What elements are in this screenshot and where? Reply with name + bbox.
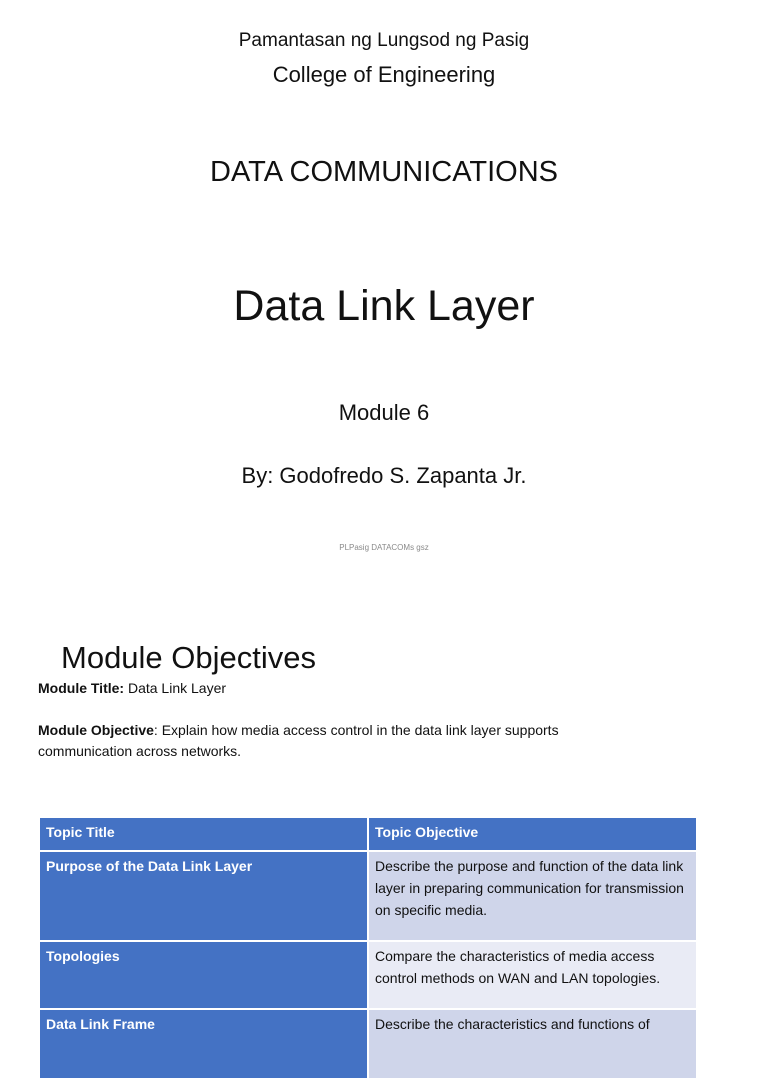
subject-title: DATA COMMUNICATIONS — [210, 156, 558, 188]
module-number: Module 6 — [338, 400, 430, 425]
table-row — [39, 851, 697, 941]
header-topic-title: Topic Title — [39, 817, 368, 851]
table-header-row — [39, 817, 697, 851]
topic-objective-cell: Compare the characteristics of media access control methods on WAN and LAN topologies. — [368, 941, 697, 1009]
module-objective-line — [38, 720, 648, 762]
school-name: Pamantasan ng Lungsod ng Pasig — [238, 30, 530, 51]
topic-title: Data Link Layer — [233, 282, 535, 330]
module-title-line — [38, 680, 226, 696]
college-name: College of Engineering — [272, 62, 496, 87]
objectives-slide — [0, 600, 768, 1032]
module-objective-label: Module Objective — [38, 722, 154, 738]
table-row — [39, 941, 697, 1009]
topic-title-cell: Data Link Frame — [39, 1009, 368, 1079]
table-row — [39, 1009, 697, 1079]
header-topic-objective: Topic Objective — [368, 817, 697, 851]
topic-title-cell: Purpose of the Data Link Layer — [39, 851, 368, 941]
topic-objective-cell: Describe the purpose and function of the data link layer in preparing communication for transmission on specific media. — [368, 851, 697, 941]
module-title-label: Module Title: — [38, 680, 125, 696]
slide-footer: PLPasig DATACOMs gsz — [339, 543, 429, 552]
topic-objective-cell: Describe the characteristics and functions of — [368, 1009, 697, 1079]
module-title-value: Data Link Layer — [124, 680, 227, 696]
module-objective-value: : Explain how media access control in the data link layer supports communication across networks. — [38, 722, 559, 759]
author-line: By: Godofredo S. Zapanta Jr. — [241, 463, 527, 488]
objectives-heading: Module Objectives — [61, 640, 317, 675]
topic-title-cell: Topologies — [39, 941, 368, 1009]
topics-table — [38, 816, 698, 1080]
